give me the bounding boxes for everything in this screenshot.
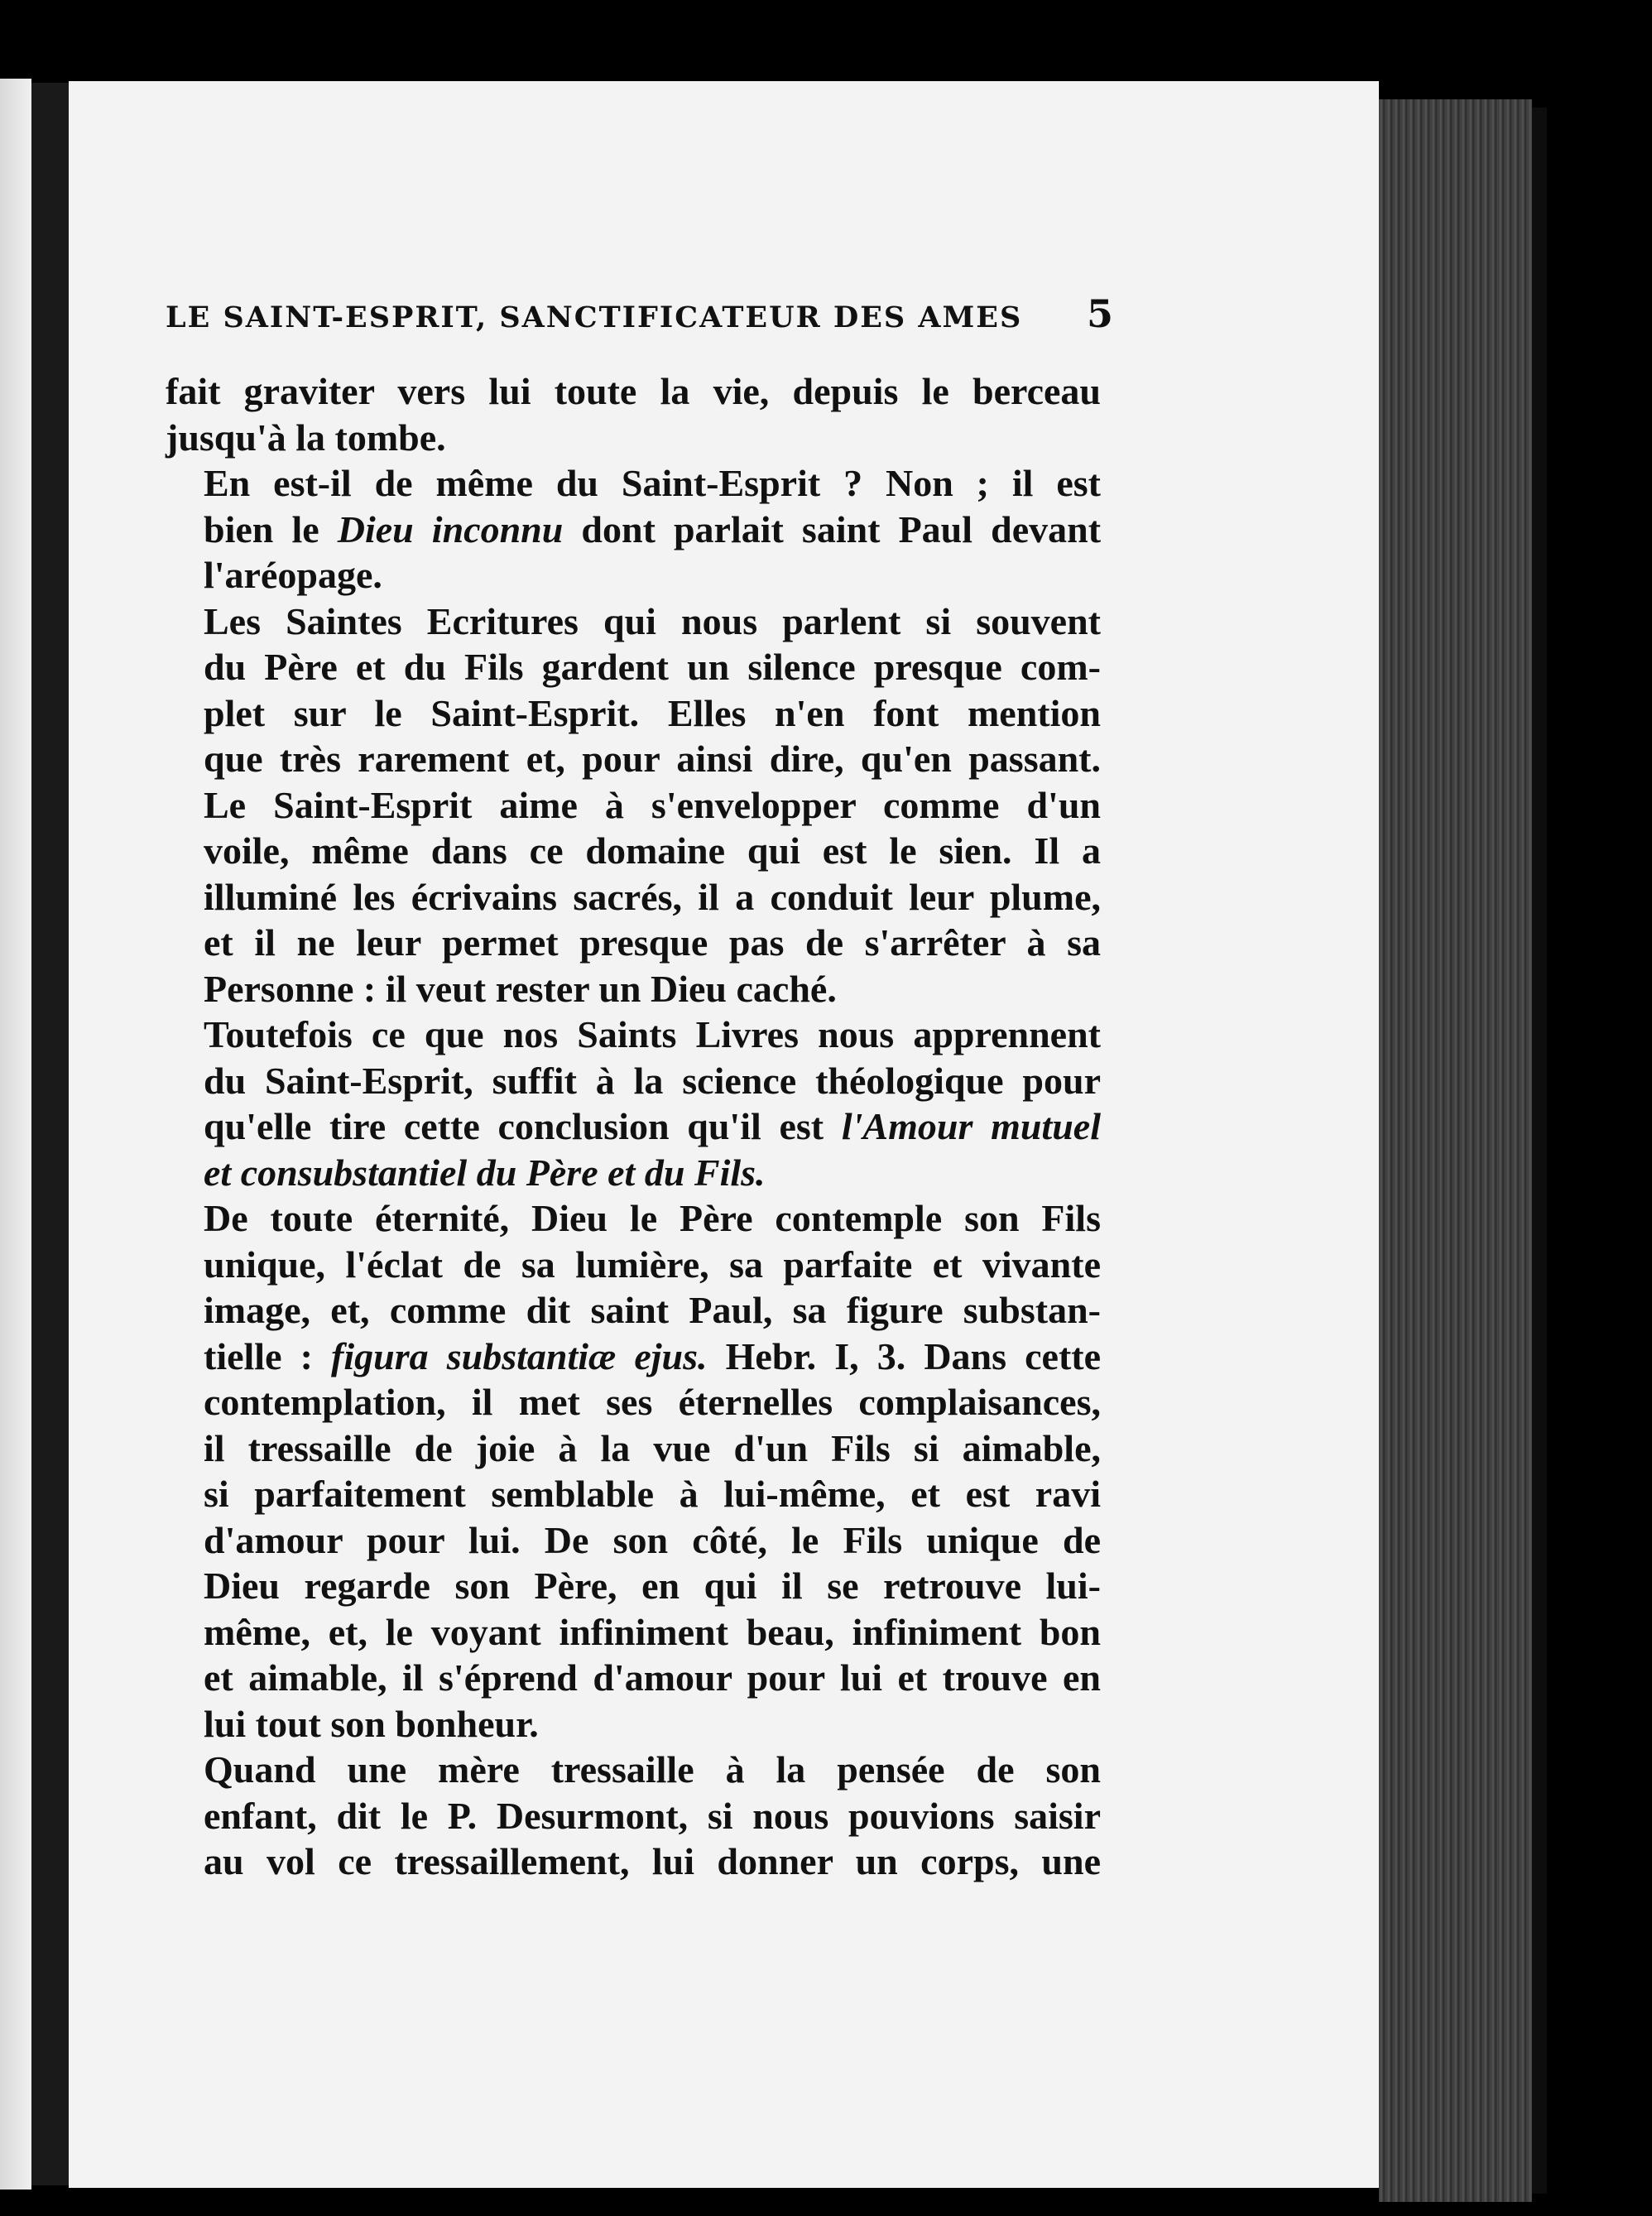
text-line: du Saint-Esprit, suffit à la science théologique pour	[204, 1059, 1101, 1102]
running-head	[166, 291, 1113, 341]
paragraph-5	[166, 1195, 1101, 1747]
text-run: qu'elle tire cette conclusion qu'il est	[204, 1105, 824, 1147]
text-line: enfant, dit le P. Desurmont, si nous pouvions saisir	[204, 1794, 1101, 1837]
latin-quote: figura substantiæ ejus.	[331, 1334, 708, 1377]
text-run: dont parlait saint Paul devant	[581, 507, 1102, 550]
facing-page-edge	[0, 79, 31, 2190]
text-line: et aimable, il s'éprend d'amour pour lui et trouve en	[204, 1656, 1101, 1699]
paragraph-6	[166, 1747, 1101, 1885]
paragraph-3	[166, 598, 1101, 1012]
text-line: il tressaille de joie à la vue d'un Fils si aimable,	[204, 1426, 1101, 1469]
text-line: jusqu'à la tombe.	[166, 416, 446, 459]
text-line: Toutefois ce que nos Saints Livres nous apprennent	[204, 1013, 1101, 1055]
text-line: même, et, le voyant infiniment beau, infiniment bon	[204, 1610, 1101, 1653]
text-line	[166, 1103, 1101, 1150]
page-stack-edge	[1379, 99, 1532, 2202]
text-line: contemplation, il met ses éternelles complaisances,	[204, 1381, 1101, 1423]
paragraph-4	[166, 1012, 1101, 1195]
running-title: LE SAINT-ESPRIT, SANCTIFICATEUR DES AMES	[166, 300, 1023, 334]
text-line: fait graviter vers lui toute la vie, depuis le berceau	[166, 370, 1101, 412]
text-line: Personne : il veut rester un Dieu caché.	[204, 967, 837, 1010]
text-line	[166, 507, 1101, 553]
text-line	[166, 1334, 1101, 1380]
text-line: Dieu regarde son Père, en qui il se retrouve lui-	[204, 1565, 1101, 1607]
italic-phrase: Dieu inconnu	[337, 507, 564, 550]
text-line: plet sur le Saint-Esprit. Elles n'en font mention	[204, 691, 1101, 734]
text-line: du Père et du Fils gardent un silence presque com-	[204, 646, 1101, 688]
body-text	[166, 368, 1101, 1885]
text-line: l'aréopage.	[204, 554, 382, 596]
text-line: et il ne leur permet presque pas de s'arrêter à sa	[204, 921, 1101, 964]
text-line: unique, l'éclat de sa lumière, sa parfaite et vivante	[204, 1243, 1101, 1286]
text-line: Les Saintes Ecritures qui nous parlent si souvent	[204, 599, 1101, 642]
text-line: lui tout son bonheur.	[204, 1702, 539, 1745]
italic-phrase: l'Amour mutuel	[841, 1105, 1101, 1147]
text-line: que très rarement et, pour ainsi dire, qu'en passant.	[204, 738, 1101, 780]
text-line: Le Saint-Esprit aime à s'envelopper comme d'un	[204, 783, 1101, 826]
text-line: voile, même dans ce domaine qui est le sien. Il a	[204, 829, 1101, 872]
text-run: Hebr. I, 3. Dans cette	[725, 1334, 1102, 1377]
page-number: 5	[1086, 291, 1113, 336]
text-line: De toute éternité, Dieu le Père contemple son Fils	[204, 1197, 1101, 1239]
book-gutter	[31, 83, 69, 2185]
text-run: bien le	[204, 507, 319, 550]
text-line: si parfaitement semblable à lui-même, et est ravi	[204, 1473, 1101, 1515]
paragraph-2	[166, 460, 1101, 598]
text-line: En est-il de même du Saint-Esprit ? Non ; il est	[204, 462, 1101, 504]
text-run: tielle :	[204, 1334, 313, 1377]
text-line: au vol ce tressaillement, lui donner un corps, une	[204, 1840, 1101, 1882]
text-line: illuminé les écrivains sacrés, il a conduit leur plume,	[204, 875, 1101, 918]
book-cover-edge	[1532, 108, 1547, 2194]
italic-line: et consubstantiel du Père et du Fils.	[204, 1151, 766, 1194]
text-line: d'amour pour lui. De son côté, le Fils unique de	[204, 1518, 1101, 1561]
text-line: image, et, comme dit saint Paul, sa figure substan-	[204, 1289, 1101, 1331]
text-line: Quand une mère tressaille à la pensée de son	[204, 1748, 1101, 1791]
paragraph-1	[166, 368, 1101, 460]
